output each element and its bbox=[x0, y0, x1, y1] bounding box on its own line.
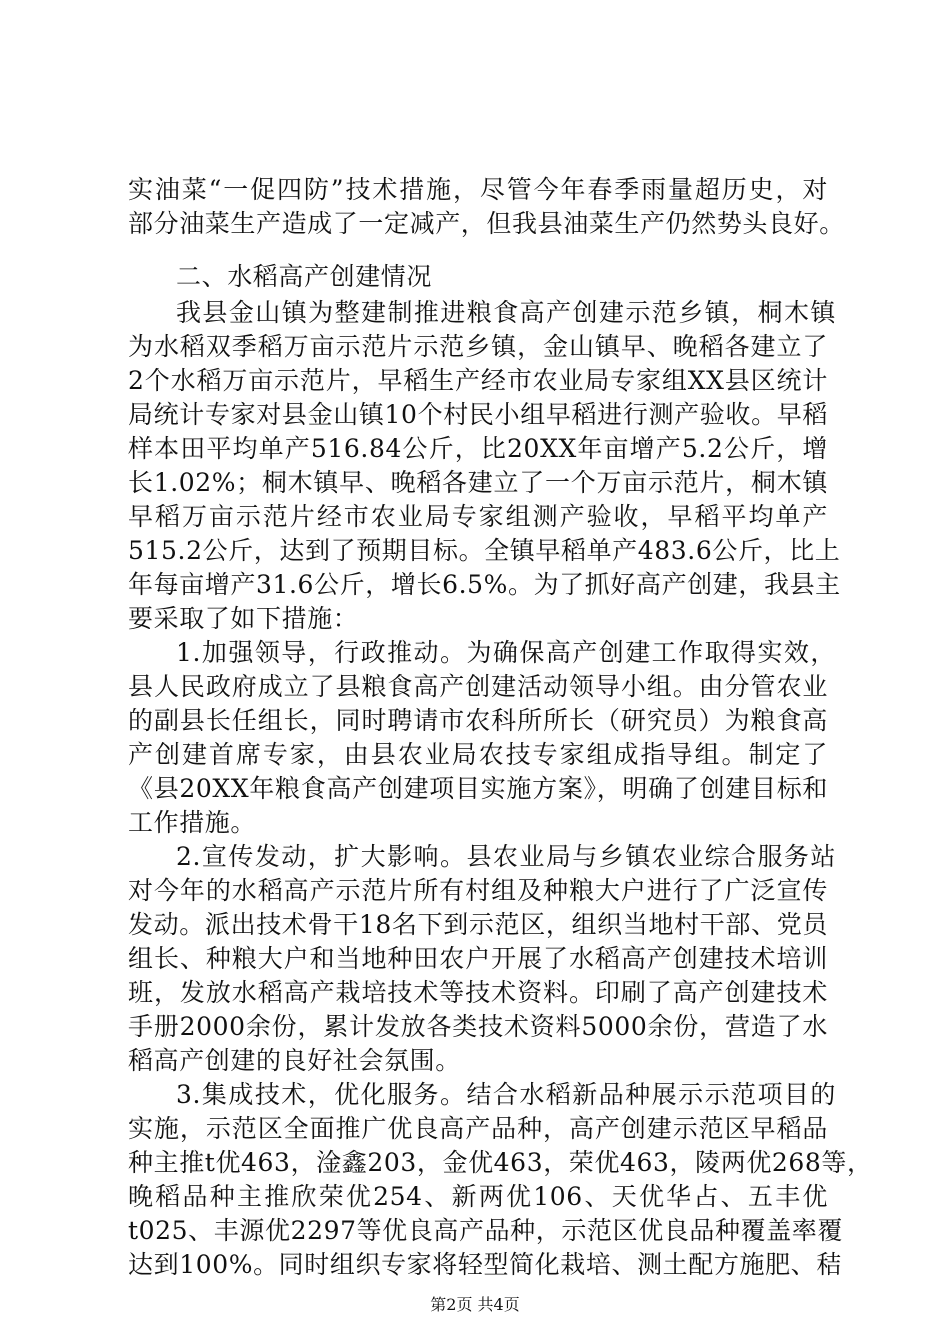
paragraph-line: 种主推t优463，淦鑫203，金优463，荣优463，陵两优268等， bbox=[128, 1148, 873, 1177]
paragraph-line: 实施，示范区全面推广优良高产品种，高产创建示范区早稻品 bbox=[128, 1114, 828, 1143]
paragraph-line: t025、丰源优2297等优良高产品种，示范区优良品种覆盖率覆 bbox=[128, 1216, 843, 1245]
section-heading: 二、水稻高产创建情况 bbox=[176, 262, 433, 291]
paragraph-line: 工作措施。 bbox=[128, 808, 257, 837]
paragraph-line: 手册2000余份，累计发放各类技术资料5000余份，营造了水 bbox=[128, 1012, 828, 1041]
paragraph-line: 《县20XX年粮食高产创建项目实施方案》，明确了创建目标和 bbox=[128, 774, 828, 803]
paragraph-line: 2.宣传发动，扩大影响。县农业局与乡镇农业综合服务站 bbox=[176, 842, 836, 871]
paragraph-line: 部分油菜生产造成了一定减产，但我县油菜生产仍然势头良好。 bbox=[128, 209, 845, 238]
page-footer: 第2页 共4页 bbox=[430, 1295, 520, 1314]
paragraph-line: 515.2公斤，达到了预期目标。全镇早稻单产483.6公斤，比上 bbox=[128, 536, 841, 565]
paragraph-line: 样本田平均单产516.84公斤，比20XX年亩增产5.2公斤，增 bbox=[128, 434, 828, 463]
paragraph-line: 要采取了如下措施： bbox=[128, 604, 359, 633]
paragraph-line: 1.加强领导，行政推动。为确保高产创建工作取得实效， bbox=[176, 638, 836, 667]
paragraph-line: 为水稻双季稻万亩示范片示范乡镇，金山镇早、晚稻各建立了 bbox=[128, 332, 828, 361]
paragraph-line: 我县金山镇为整建制推进粮食高产创建示范乡镇，桐木镇 bbox=[176, 298, 836, 327]
paragraph-line: 长1.02%；桐木镇早、晚稻各建立了一个万亩示范片，桐木镇 bbox=[128, 468, 828, 497]
paragraph-line: 年每亩增产31.6公斤，增长6.5%。为了抓好高产创建，我县主 bbox=[128, 570, 841, 599]
paragraph-line: 对今年的水稻高产示范片所有村组及种粮大户进行了广泛宣传 bbox=[128, 876, 828, 905]
paragraph-line: 发动。派出技术骨干18名下到示范区，组织当地村干部、党员 bbox=[128, 910, 828, 939]
paragraph-line: 班，发放水稻高产栽培技术等技术资料。印刷了高产创建技术 bbox=[128, 978, 828, 1007]
paragraph-line: 局统计专家对县金山镇10个村民小组早稻进行测产验收。早稻 bbox=[128, 400, 828, 429]
paragraph-line: 县人民政府成立了县粮食高产创建活动领导小组。由分管农业 bbox=[128, 672, 828, 701]
paragraph-line: 产创建首席专家，由县农业局农技专家组成指导组。制定了 bbox=[128, 740, 828, 769]
paragraph-line: 实油菜“一促四防”技术措施，尽管今年春季雨量超历史，对 bbox=[128, 175, 828, 204]
paragraph-line: 2个水稻万亩示范片，早稻生产经市农业局专家组XX县区统计 bbox=[128, 366, 828, 395]
paragraph-line: 稻高产创建的良好社会氛围。 bbox=[128, 1046, 461, 1075]
paragraph-line: 的副县长任组长，同时聘请市农科所所长（研究员）为粮食高 bbox=[128, 706, 828, 735]
paragraph-line: 晚稻品种主推欣荣优254、新两优106、天优华占、五丰优 bbox=[128, 1182, 828, 1211]
paragraph-line: 早稻万亩示范片经市农业局专家组测产验收，早稻平均单产 bbox=[128, 502, 828, 531]
paragraph-line: 达到100%。同时组织专家将轻型简化栽培、测土配方施肥、秸 bbox=[128, 1250, 842, 1279]
paragraph-line: 组长、种粮大户和当地种田农户开展了水稻高产创建技术培训 bbox=[128, 944, 828, 973]
paragraph-line: 3.集成技术，优化服务。结合水稻新品种展示示范项目的 bbox=[176, 1080, 836, 1109]
